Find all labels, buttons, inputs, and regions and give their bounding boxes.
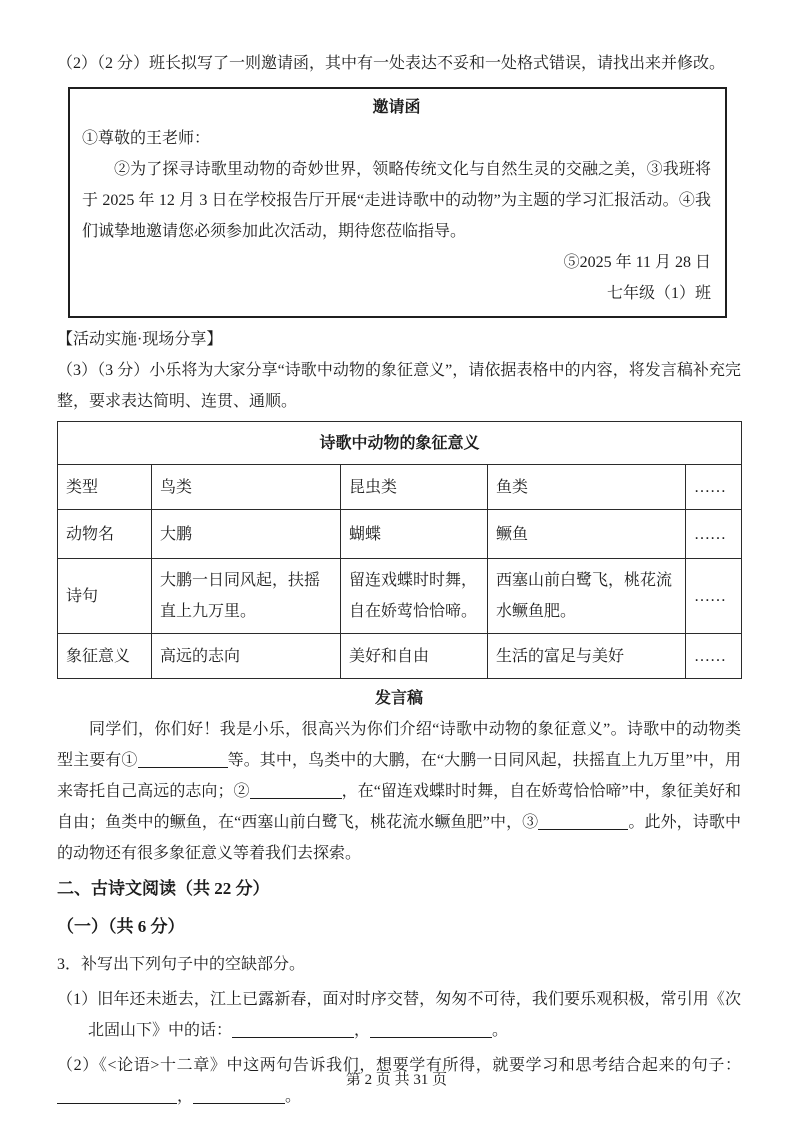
blank-line-3 <box>538 814 628 830</box>
speech-title: 发言稿 <box>374 690 423 707</box>
table-cell: 鸟类 <box>152 465 341 510</box>
speech-seg-1: 同学们，你们好！我是小乐，很高兴为你们介绍“诗歌中动物的象征意义”。诗歌中的动物类型主要有① <box>57 721 741 769</box>
row-label: 动物名 <box>58 510 152 559</box>
table-cell: 昆虫类 <box>341 465 488 510</box>
fill-item-2-text: （2）《<论语>十二章》中这两句告诉我们，想要学有所得，就要学习和思考结合起来的句子： <box>57 1057 741 1074</box>
table-cell: …… <box>686 510 742 559</box>
table-row <box>58 465 742 510</box>
row-label: 诗句 <box>58 559 152 634</box>
invitation-title: 邀请函 <box>372 99 421 116</box>
speech-seg-2: 等。其中，鸟类中的大鹏，在“大鹏一日同风起，扶摇直上九万里”中，用来寄托自己高远的志向；② <box>57 752 741 800</box>
fill-item-1-period: 。 <box>492 1022 509 1039</box>
part-1-heading: （一）（共 6 分） <box>57 917 185 936</box>
question-2-prompt: （2）（2 分）班长拟写了一则邀请函，其中有一处表达不妥和一处格式错误，请找出来并修改。 <box>57 55 726 72</box>
row-label: 象征意义 <box>58 634 152 679</box>
table-cell: …… <box>686 559 742 634</box>
section-2-heading: 二、古诗文阅读（共 22 分） <box>57 879 270 898</box>
invitation-date: ⑤2025 年 11 月 28 日 <box>563 254 711 271</box>
blank-line-2 <box>250 783 342 799</box>
table-row <box>58 559 742 634</box>
activity-phase-header: 【活动实施·现场分享】 <box>57 331 223 348</box>
blank-line <box>232 1022 354 1038</box>
invitation-signature: 七年级（1）班 <box>606 285 711 302</box>
invitation-box <box>68 87 727 318</box>
table-row <box>58 634 742 679</box>
blank-line <box>193 1088 285 1104</box>
table-cell: …… <box>686 634 742 679</box>
invitation-body: ②为了探寻诗歌里动物的奇妙世界，领略传统文化与自然生灵的交融之美，③我班将于 2025 年 12 月 3 日在学校报告厅开展“走进诗歌中的动物”为主题的学习汇报活动。④我们诚挚地邀请您必须参加此次活动，期待您莅临指导。 <box>82 161 711 240</box>
question-3-prompt: （3）（3 分）小乐将为大家分享“诗歌中动物的象征意义”，请依据表格中的内容，将发言稿补充完整，要求表达简明、连贯、通顺。 <box>57 362 741 410</box>
table-cell: 美好和自由 <box>341 634 488 679</box>
table-cell: 生活的富足与美好 <box>488 634 686 679</box>
table-row <box>58 510 742 559</box>
invitation-salutation: ①尊敬的王老师： <box>82 130 211 147</box>
table-cell: 大鹏一日同风起，扶摇直上九万里。 <box>152 559 341 634</box>
speech-paragraph <box>57 714 741 869</box>
table-title: 诗歌中动物的象征意义 <box>58 422 742 465</box>
table-cell: 鳜鱼 <box>488 510 686 559</box>
row-label: 类型 <box>58 465 152 510</box>
table-cell: …… <box>686 465 742 510</box>
table-cell: 大鹏 <box>152 510 341 559</box>
fill-item-2-period: 。 <box>285 1088 302 1105</box>
fill-item-1-text: （1）旧年还未逝去，江上已露新春，面对时序交替，匆匆不可待，我们要乐观积极，常引用《次北固山下》中的话： <box>57 991 741 1039</box>
table-cell: 鱼类 <box>488 465 686 510</box>
table-cell: 留连戏蝶时时舞，自在娇莺恰恰啼。 <box>341 559 488 634</box>
table-title-row <box>58 422 742 465</box>
fill-item-2-separator: ， <box>177 1088 194 1105</box>
symbolism-table <box>57 421 742 679</box>
speech-seg-3: ，在“留连戏蝶时时舞，自在娇莺恰恰啼”中，象征美好和自由；鱼类中的鳜鱼，在“西塞山前白鹭飞，桃花流水鳜鱼肥”中，③ <box>57 783 741 831</box>
fill-item-1 <box>57 984 741 1046</box>
fill-item-1-separator: ， <box>354 1022 371 1039</box>
speech-seg-4: 。此外，诗歌中的动物还有很多象征意义等着我们去探索。 <box>57 814 741 862</box>
fill-in-prompt: 3．补写出下列句子中的空缺部分。 <box>57 956 306 973</box>
blank-line <box>370 1022 492 1038</box>
table-cell: 蝴蝶 <box>341 510 488 559</box>
table-cell: 西塞山前白鹭飞，桃花流水鳜鱼肥。 <box>488 559 686 634</box>
blank-line-1 <box>138 752 228 768</box>
page-footer: 第 2 页 共 31 页 <box>345 1072 448 1088</box>
table-cell: 高远的志向 <box>152 634 341 679</box>
blank-line <box>57 1088 177 1104</box>
